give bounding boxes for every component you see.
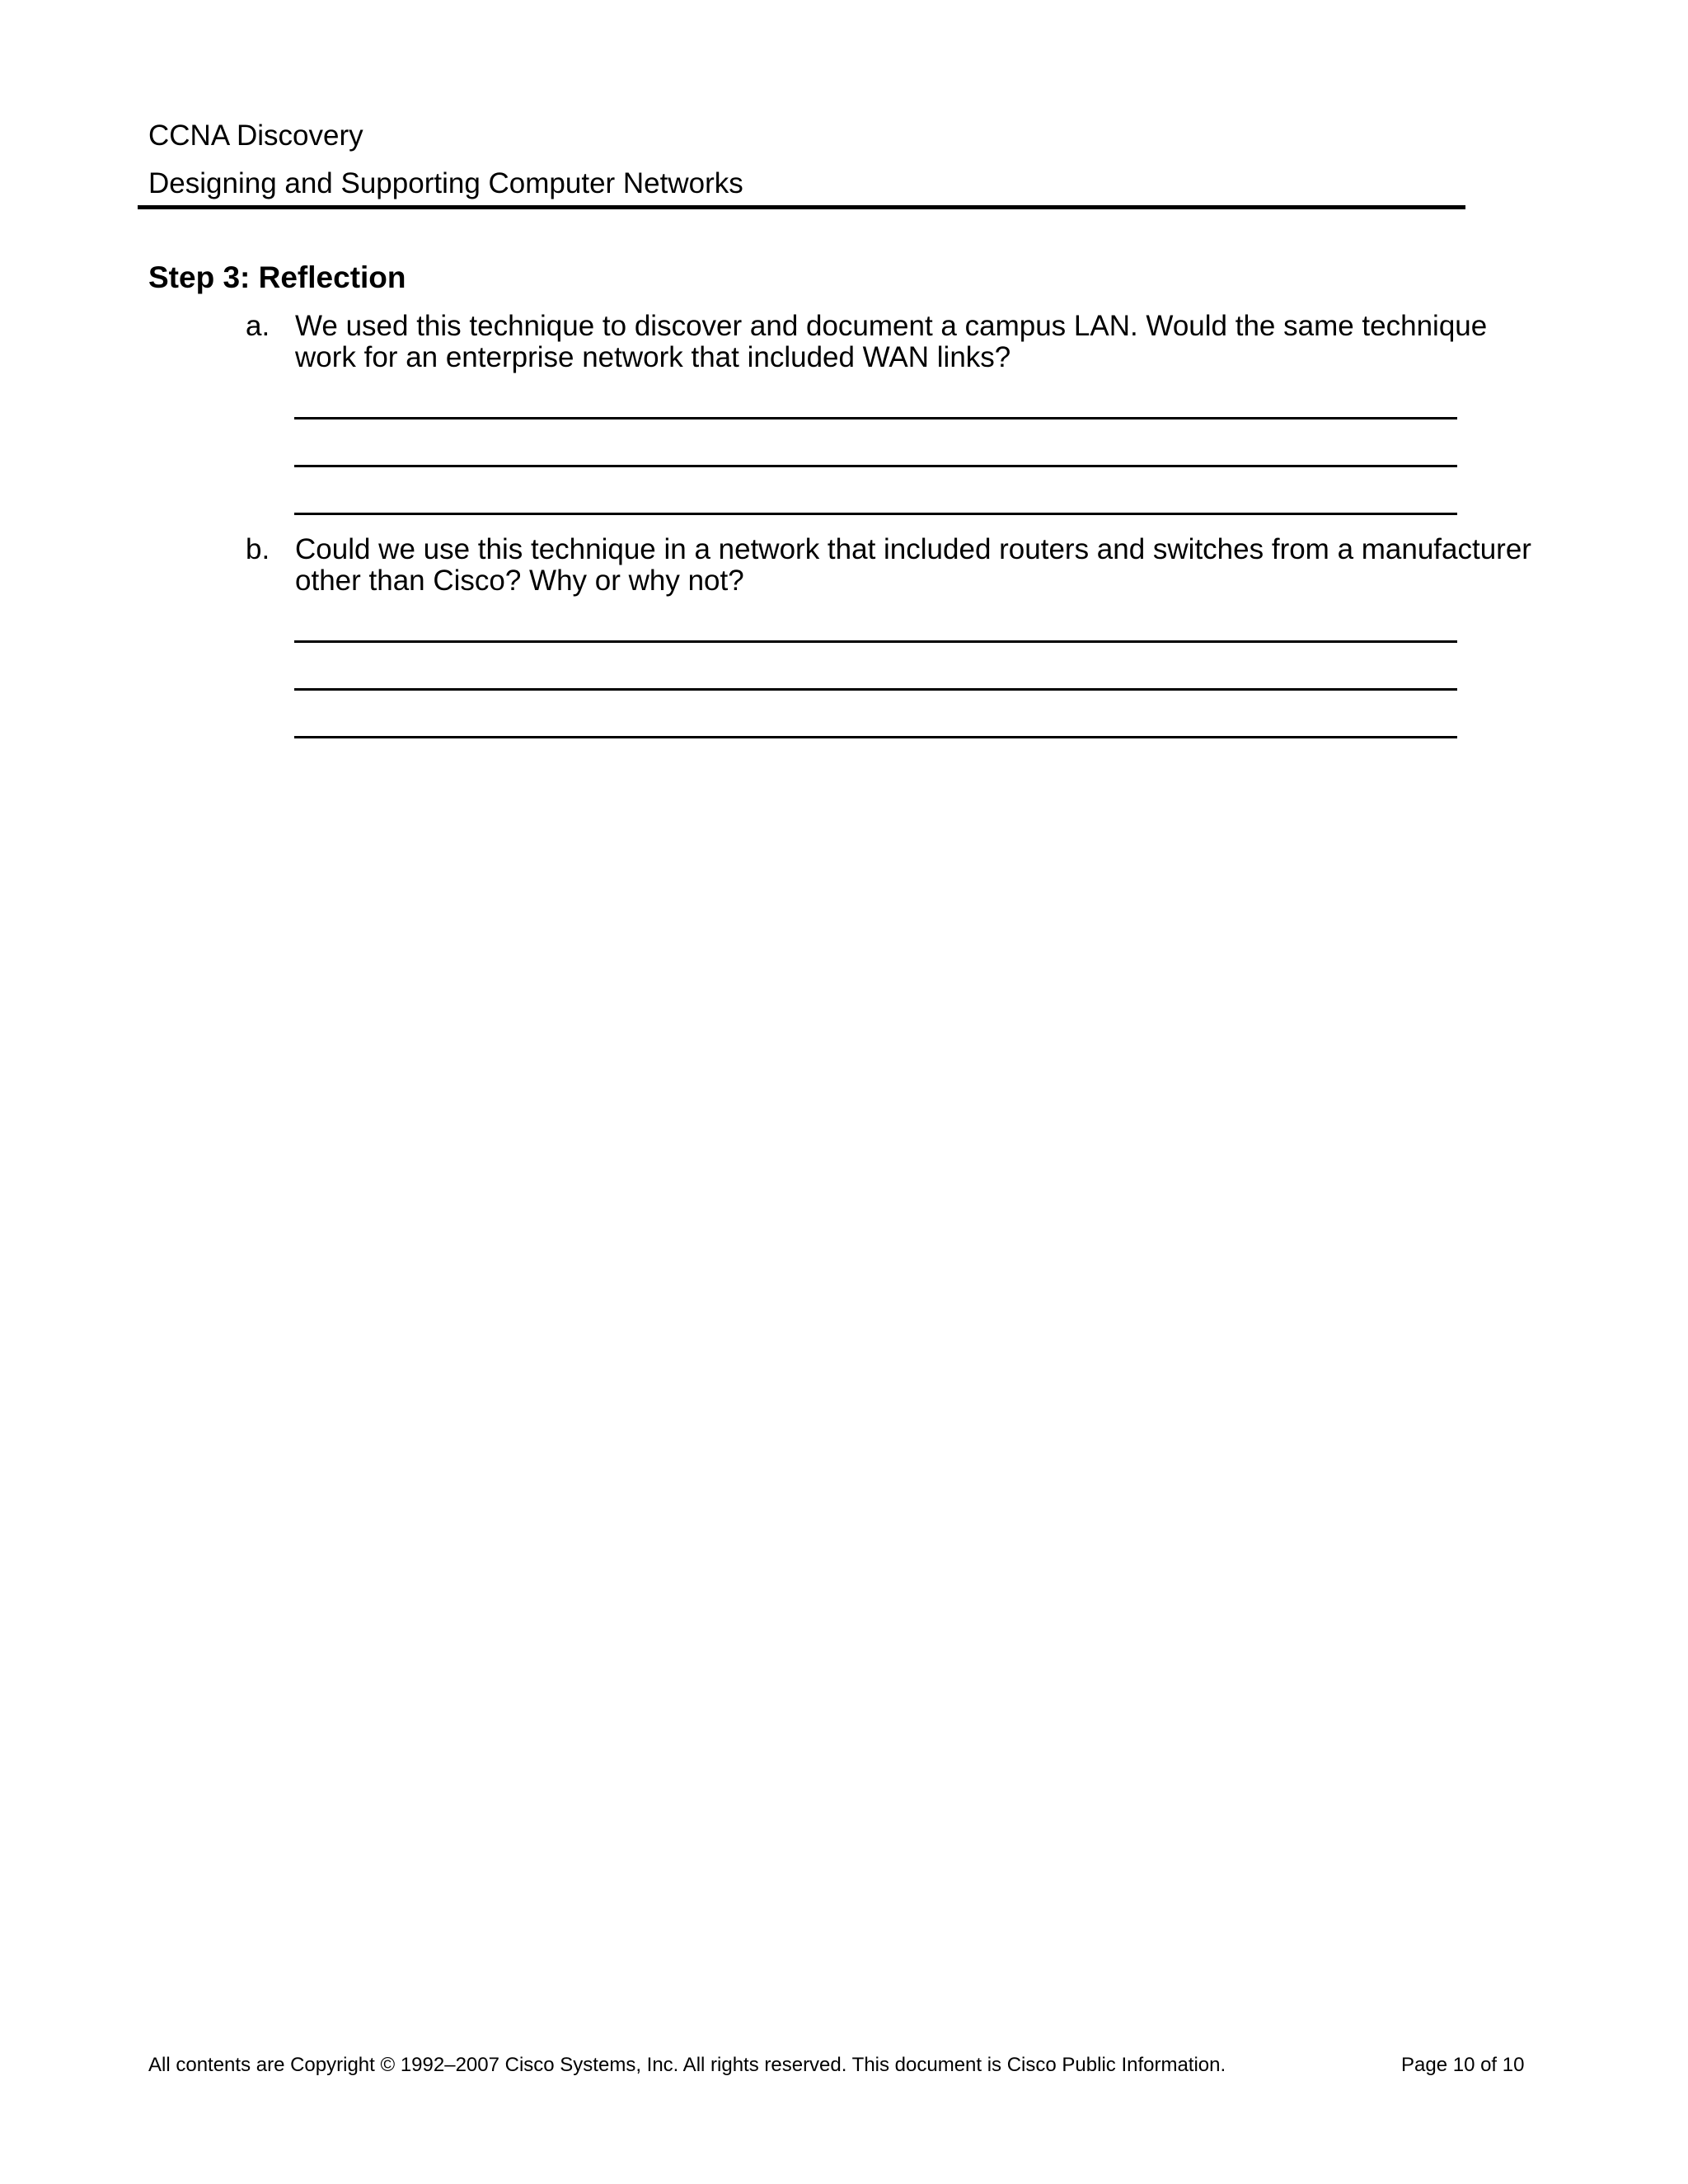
answer-line[interactable] xyxy=(294,640,1457,643)
answer-line[interactable] xyxy=(294,465,1457,467)
answer-line[interactable] xyxy=(294,417,1457,419)
answer-line[interactable] xyxy=(294,688,1457,691)
page-header xyxy=(148,112,1467,208)
header-divider xyxy=(138,205,1465,209)
page-number: Page 10 of 10 xyxy=(1401,2054,1525,2076)
answer-line[interactable] xyxy=(294,736,1457,738)
document-subtitle: Designing and Supporting Computer Networks xyxy=(148,167,743,199)
footer-copyright: All contents are Copyright © 1992–2007 Cisco Systems, Inc. All rights reserved. This document is Cisco Public Information. xyxy=(148,2054,1226,2076)
question-letter: a. xyxy=(246,310,270,342)
answer-line[interactable] xyxy=(294,513,1457,515)
question-text: We used this technique to discover and document a campus LAN. Would the same technique work for an enterprise network that included WAN links? xyxy=(295,310,1488,373)
question-text: Could we use this technique in a network that included routers and switches from a manufacturer other than Cisco? Why or why not? xyxy=(295,533,1531,597)
question-letter: b. xyxy=(246,533,270,565)
course-title: CCNA Discovery xyxy=(148,120,363,152)
step-heading: Step 3: Reflection xyxy=(148,260,406,294)
